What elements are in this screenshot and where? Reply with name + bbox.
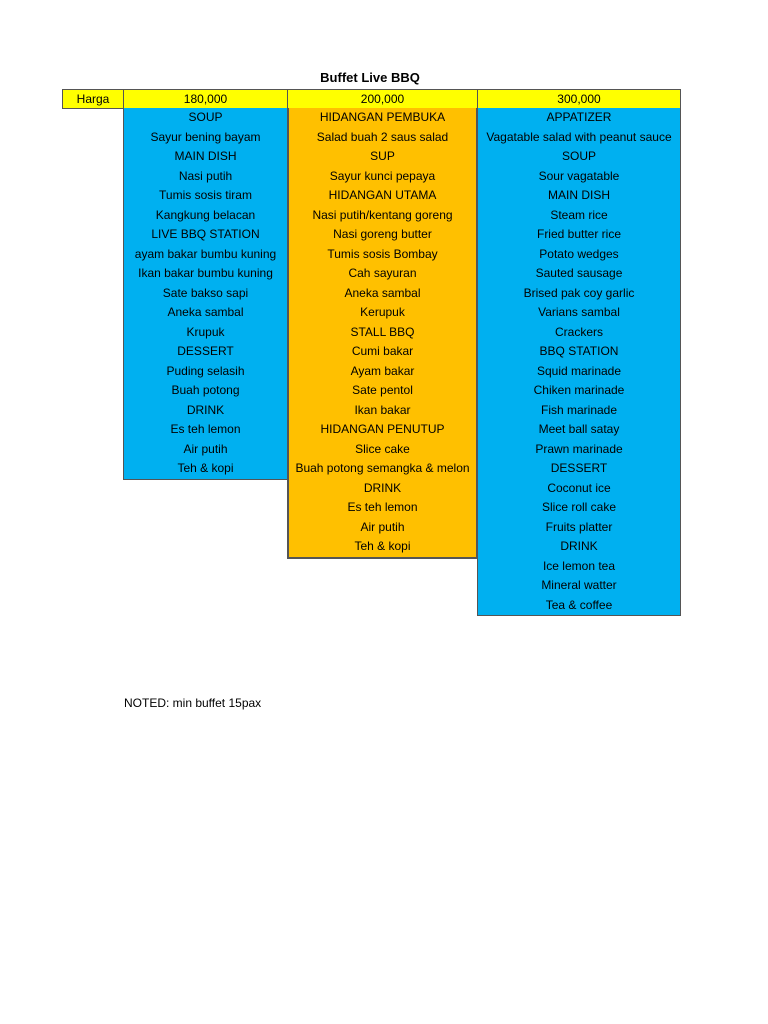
menu-item[interactable]: Chiken marinade bbox=[533, 383, 625, 397]
menu-item[interactable]: Slice roll cake bbox=[541, 500, 617, 514]
menu-item[interactable]: Ice lemon tea bbox=[542, 558, 616, 573]
harga-label[interactable]: Harga bbox=[62, 89, 124, 109]
menu-item[interactable]: Nasi putih/kentang goreng bbox=[312, 207, 453, 222]
menu-item[interactable]: Buah potong semangka & melon bbox=[295, 461, 470, 475]
menu-item[interactable]: SUP bbox=[370, 149, 395, 163]
menu-item[interactable]: MAIN DISH bbox=[547, 188, 610, 202]
menu-item[interactable]: Tumis sosis Bombay bbox=[327, 246, 438, 261]
menu-item[interactable]: ayam bakar bumbu kuning bbox=[134, 246, 277, 261]
menu-item[interactable]: Teh & kopi bbox=[354, 539, 411, 553]
menu-item[interactable]: Sate pentol bbox=[352, 383, 413, 397]
menu-item[interactable]: DESSERT bbox=[550, 461, 608, 475]
sheet-title: Buffet Live BBQ bbox=[320, 70, 420, 85]
menu-column-300000 bbox=[477, 108, 681, 616]
menu-item[interactable]: Coconut ice bbox=[547, 480, 611, 495]
menu-item[interactable]: Meet ball satay bbox=[538, 422, 620, 436]
menu-item[interactable]: Sate bakso sapi bbox=[162, 285, 249, 300]
menu-item[interactable]: LIVE BBQ STATION bbox=[151, 227, 260, 241]
menu-item[interactable]: DRINK bbox=[560, 539, 598, 553]
menu-item[interactable]: MAIN DISH bbox=[174, 149, 237, 163]
menu-item[interactable]: Brised pak coy garlic bbox=[523, 285, 635, 300]
menu-column-180000 bbox=[123, 108, 288, 480]
menu-item[interactable]: DRINK bbox=[363, 480, 402, 495]
menu-item[interactable]: Sayur kunci pepaya bbox=[329, 168, 436, 183]
menu-item[interactable]: Kerupuk bbox=[360, 305, 405, 319]
menu-item[interactable]: Ayam bakar bbox=[350, 363, 415, 378]
menu-item[interactable]: Nasi goreng butter bbox=[333, 227, 432, 241]
menu-item[interactable]: APPATIZER bbox=[546, 110, 612, 124]
menu-item[interactable]: Slice cake bbox=[355, 441, 410, 456]
menu-item[interactable]: Aneka sambal bbox=[344, 285, 421, 300]
menu-item[interactable]: HIDANGAN UTAMA bbox=[328, 188, 437, 202]
menu-item[interactable]: Crackers bbox=[554, 324, 603, 339]
menu-item[interactable]: DESSERT bbox=[177, 344, 234, 358]
menu-item[interactable]: BBQ STATION bbox=[539, 344, 619, 358]
menu-item[interactable]: HIDANGAN PEMBUKA bbox=[319, 110, 446, 124]
menu-item[interactable]: Tumis sosis tiram bbox=[159, 188, 252, 202]
menu-item[interactable]: Squid marinade bbox=[536, 363, 622, 378]
menu-item[interactable]: Prawn marinade bbox=[535, 441, 623, 456]
menu-item[interactable]: Kangkung belacan bbox=[155, 207, 256, 222]
menu-item[interactable]: Fish marinade bbox=[540, 402, 618, 417]
menu-item[interactable]: Steam rice bbox=[550, 207, 608, 222]
menu-item[interactable]: Ikan bakar bbox=[354, 402, 411, 417]
menu-item[interactable]: Air putih bbox=[360, 519, 405, 534]
menu-item[interactable]: Cumi bakar bbox=[351, 344, 414, 358]
menu-item[interactable]: STALL BBQ bbox=[350, 324, 415, 339]
menu-item[interactable]: Potato wedges bbox=[539, 246, 619, 261]
menu-column-200000 bbox=[287, 108, 478, 559]
menu-item[interactable]: Nasi putih bbox=[178, 168, 233, 183]
menu-item[interactable]: Cah sayuran bbox=[348, 266, 417, 280]
menu-item[interactable]: Es teh lemon bbox=[170, 422, 241, 436]
menu-item[interactable]: Mineral watter bbox=[541, 578, 617, 592]
price-header-200000[interactable]: 200,000 bbox=[287, 89, 478, 109]
menu-item[interactable]: Krupuk bbox=[186, 324, 225, 339]
menu-item[interactable]: Salad buah 2 saus salad bbox=[316, 129, 449, 144]
menu-item[interactable]: HIDANGAN PENUTUP bbox=[320, 422, 445, 436]
menu-item[interactable]: Puding selasih bbox=[166, 363, 245, 378]
min-buffet-note[interactable]: NOTED: min buffet 15pax bbox=[124, 696, 262, 710]
menu-item[interactable]: Fried butter rice bbox=[536, 227, 622, 241]
menu-item[interactable]: Varians sambal bbox=[538, 305, 620, 319]
menu-item[interactable]: Vagatable salad with peanut sauce bbox=[486, 129, 672, 144]
menu-item[interactable]: Sayur bening bayam bbox=[150, 129, 261, 144]
menu-item[interactable]: Sour vagatable bbox=[538, 168, 620, 183]
menu-item[interactable]: SOUP bbox=[188, 110, 223, 124]
menu-item[interactable]: Ikan bakar bumbu kuning bbox=[138, 266, 273, 280]
price-header-180000[interactable]: 180,000 bbox=[123, 89, 288, 109]
menu-item[interactable]: SOUP bbox=[561, 149, 596, 163]
menu-item[interactable]: Buah potong bbox=[171, 383, 240, 397]
menu-item[interactable]: Es teh lemon bbox=[347, 500, 418, 514]
menu-item[interactable]: Fruits platter bbox=[545, 519, 613, 534]
menu-item[interactable]: Tea & coffee bbox=[545, 597, 613, 612]
price-header-300000[interactable]: 300,000 bbox=[477, 89, 681, 109]
menu-item[interactable]: Teh & kopi bbox=[177, 461, 234, 475]
menu-item[interactable]: Sauted sausage bbox=[535, 266, 623, 280]
menu-item[interactable]: DRINK bbox=[186, 402, 225, 417]
menu-item[interactable]: Aneka sambal bbox=[167, 305, 244, 319]
menu-item[interactable]: Air putih bbox=[183, 441, 228, 456]
